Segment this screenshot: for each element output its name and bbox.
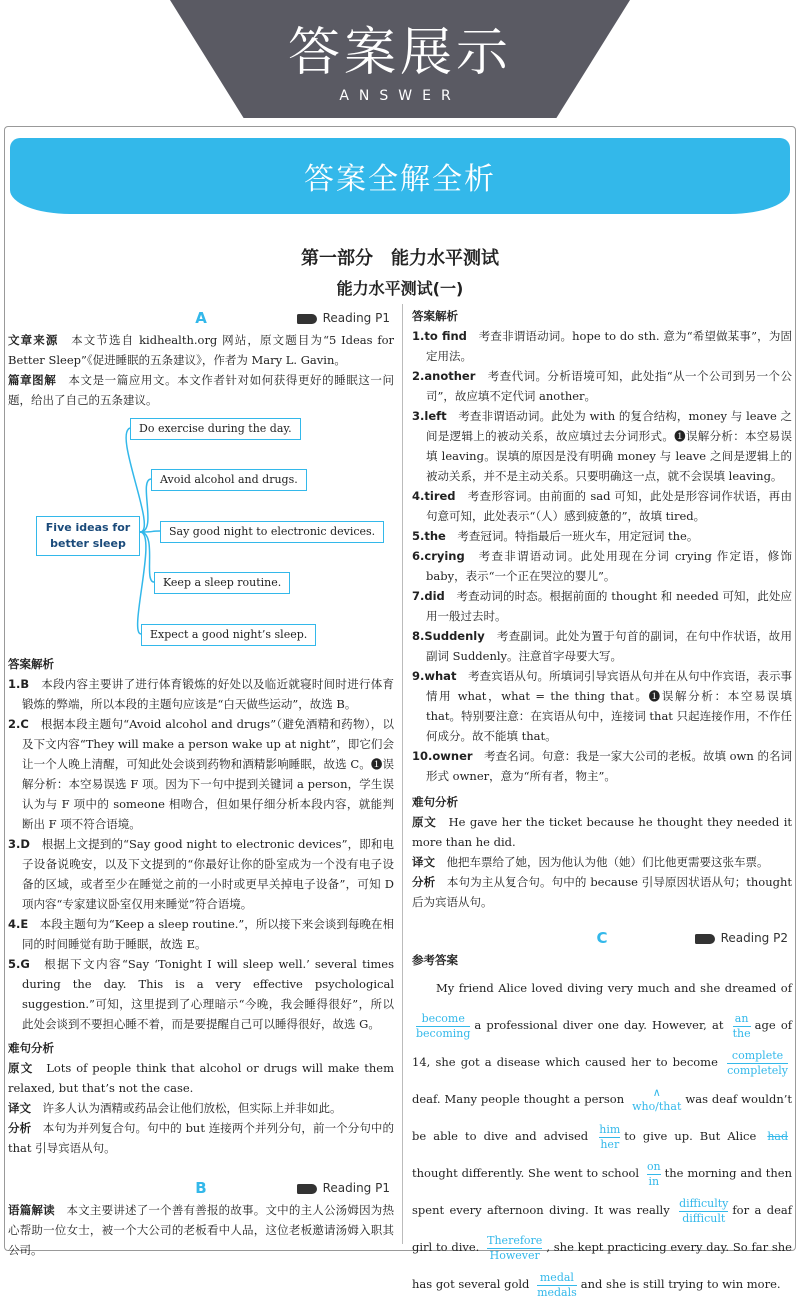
header xyxy=(0,0,800,118)
section-c-header xyxy=(412,926,792,950)
right-column xyxy=(412,306,792,1303)
header-title: 答案展示 xyxy=(287,23,512,83)
header-subtitle: ANSWER xyxy=(339,88,461,104)
answer-item xyxy=(412,666,792,746)
original-sentence xyxy=(8,1058,394,1098)
section-a-letter: A xyxy=(195,309,207,327)
correction-original: difficulty xyxy=(679,1196,729,1210)
correction-original: Therefore xyxy=(487,1233,543,1247)
answer-word: Suddenly xyxy=(424,629,485,643)
answer-word: left xyxy=(424,409,447,423)
answer-text: 本段主题句为“Keep a sleep routine.”，所以接下来会谈到每晚在相同的时间睡觉有助于睡眠，故选 E。 xyxy=(22,917,394,951)
analysis-label: 分析 xyxy=(412,875,436,889)
correction xyxy=(487,1234,542,1263)
banner xyxy=(10,138,790,214)
answer-word: what xyxy=(424,669,457,683)
answer-text: 根据上文提到的“Say good night to electronic devices”，即和电子设备说晚安，以及下文提到的“你最好让你的卧室成为一个没有电子设备的区域，或者至少在睡觉之前的一小时或更早关掉电子设备”，可知 D 项内容“专家建议卧室仅用来睡觉”符合语境。 xyxy=(22,837,394,911)
correction xyxy=(632,1086,681,1114)
answer-number: 6. xyxy=(412,549,425,563)
answer-number: 5. xyxy=(8,957,21,971)
answer-word: crying xyxy=(424,549,465,563)
answer-text: 考查形容词。由前面的 sad 可知，此处是形容词作状语，再由句意可知，此处表示“（人）感到疲惫的”，故填 tired。 xyxy=(426,489,792,523)
correction xyxy=(599,1123,620,1152)
answer-number: 9. xyxy=(412,669,425,683)
translation-text: 许多人认为酒精或药品会让他们放松，但实际上并非如此。 xyxy=(42,1101,342,1115)
correction xyxy=(679,1197,728,1226)
correction xyxy=(767,1130,788,1144)
pointing-hand-icon xyxy=(695,934,715,944)
analysis-heading: 答案解析 xyxy=(8,657,54,671)
answer-item xyxy=(8,714,394,834)
analysis xyxy=(412,872,792,912)
correction-original: an xyxy=(734,1011,749,1025)
answer-text: 考查冠词。特指最后一班火车，用定冠词 the。 xyxy=(457,529,699,543)
essay-text: was deaf wouldn’t be able to dive and advised xyxy=(412,1092,793,1143)
answer-number: 3. xyxy=(412,409,425,423)
answer-text: 考查代词。分析语境可知，此处指“从一个公司到另一个公司”，故应填不定代词 another。 xyxy=(426,369,792,403)
column-divider xyxy=(402,304,403,1244)
analysis-label: 分析 xyxy=(8,1121,32,1135)
passage-summary xyxy=(8,1200,394,1260)
source-label: 文章来源 xyxy=(8,333,59,347)
analysis-text: 本句为主从复合句。句中的 because 引导原因状语从句；thought 后为宾语从句。 xyxy=(412,875,793,909)
answer-number: 4. xyxy=(412,489,425,503)
correction xyxy=(647,1160,661,1189)
source-text: 本文节选自 kidhealth.org 网站，原文题目为“5 Ideas for Better Sleep”《促进睡眠的五条建议》，作者为 Mary L. Gavin。 xyxy=(8,333,395,367)
outline-label: 篇章图解 xyxy=(8,373,57,387)
answer-number: 2. xyxy=(412,369,425,383)
mind-map-item: Say good night to electronic devices. xyxy=(160,521,384,543)
mind-map-root: Five ideas for better sleep xyxy=(36,516,140,556)
correction xyxy=(733,1012,751,1041)
correction-fix: in xyxy=(648,1174,660,1188)
answer-item xyxy=(412,626,792,666)
essay-text: and she is still trying to win more. xyxy=(580,1277,781,1291)
essay-text: age of 14, she got a disease which caused her to become xyxy=(412,1018,792,1069)
section-b-header xyxy=(8,1176,394,1200)
answer-item xyxy=(8,954,394,1034)
answer-number: 4. xyxy=(8,917,21,931)
mind-map-item: Keep a sleep routine. xyxy=(154,572,290,594)
answer-item xyxy=(412,366,792,406)
answer-word: to find xyxy=(424,329,467,343)
answer-letter: B xyxy=(20,677,30,691)
answer-text: 考查非谓语动词。hope to do sth. 意为“希望做某事”，为固定用法。 xyxy=(426,329,792,363)
answer-number: 1. xyxy=(8,677,21,691)
answer-number: 8. xyxy=(412,629,425,643)
answer-number: 1. xyxy=(412,329,425,343)
answer-item xyxy=(412,406,792,486)
correction xyxy=(537,1271,577,1300)
answer-word: the xyxy=(424,529,446,543)
answer-number: 2. xyxy=(8,717,21,731)
answer-item xyxy=(8,834,394,914)
essay-text: , she kept practicing every day. So far she has got several gold xyxy=(412,1240,792,1291)
correction-deleted: had xyxy=(767,1130,789,1143)
part-title: 第一部分 能力水平测试 xyxy=(301,248,499,269)
answer-word: tired xyxy=(424,489,456,503)
answer-item xyxy=(8,914,394,954)
section-a-reading xyxy=(297,308,390,328)
essay-text: for a deaf girl to dive. xyxy=(412,1203,793,1254)
answer-letter: E xyxy=(20,917,29,931)
reading-label: Reading P1 xyxy=(322,1181,390,1195)
reading-label: Reading P2 xyxy=(720,931,788,945)
outline-text: 本文是一篇应用文。本文作者针对如何获得更好的睡眠这一问题，给出了自己的五条建议。 xyxy=(8,373,395,407)
reading-label: Reading P1 xyxy=(322,311,390,325)
translation xyxy=(8,1098,394,1118)
pointing-hand-icon xyxy=(297,1184,317,1194)
section-a-header xyxy=(8,306,394,330)
analysis-heading: 答案解析 xyxy=(412,309,458,323)
corrected-essay xyxy=(412,970,792,1303)
original-text: He gave her the ticket because he thought they needed it more than he did. xyxy=(412,815,793,849)
answer-text: 考查非谓语动词。此处为 with 的复合结构，money 与 leave 之间是逻辑上的被动关系，故应填过去分词形式。❶误解分析：本空易误填 leaving。误填的原因是没有明确 money 与 leave 之间是逻辑上的被动关系，并不是主动关系。只要明确这一点，就不会误填 leaving。 xyxy=(426,409,793,483)
correction-original: complete xyxy=(731,1048,784,1062)
answer-word: another xyxy=(424,369,476,383)
answer-text: 考查非谓语动词。此处用现在分词 crying 作定语，修饰 baby，表示“一个正在哭泣的婴儿”。 xyxy=(426,549,792,583)
correction-original: become xyxy=(421,1011,465,1025)
answer-item xyxy=(8,674,394,714)
section-b-reading xyxy=(297,1178,390,1198)
answer-number: 5. xyxy=(412,529,425,543)
answer-letter: C xyxy=(20,717,29,731)
test-title: 能力水平测试(一) xyxy=(336,279,464,298)
hard-sentence-heading: 难句分析 xyxy=(412,795,458,809)
answer-number: 7. xyxy=(412,589,425,603)
outline-paragraph xyxy=(8,370,394,410)
correction-original: ∧ xyxy=(652,1086,661,1099)
answer-text: 考查名词。句意：我是一家大公司的老板。故填 own 的名词形式 owner，意为“所有者，物主”。 xyxy=(426,749,793,783)
section-b-letter: B xyxy=(195,1179,207,1197)
correction xyxy=(416,1012,470,1041)
section-c-reading xyxy=(695,928,788,948)
answer-word: owner xyxy=(432,749,473,763)
correction-fix: becoming xyxy=(416,1026,471,1040)
essay-text: the morning and then spent every afternoon diving. It was really xyxy=(412,1166,793,1217)
answer-item xyxy=(412,326,792,366)
original-sentence xyxy=(412,812,792,852)
answer-text: 考查动词的时态。根据前面的 thought 和 needed 可知，此处应用一般过去时。 xyxy=(426,589,793,623)
essay-text: a professional diver one day. However, at xyxy=(474,1018,724,1032)
answer-letter: D xyxy=(20,837,30,851)
correction xyxy=(727,1049,788,1078)
answer-text: 考查宾语从句。所填词引导宾语从句并在从句中作宾语，表示事情用 what，what = the thing that。❶误解分析：本空易误填 that。特别要注意：在宾语从句中，连接词 that 只起连接作用，不作任何成分。故不能填 that。 xyxy=(426,669,793,743)
answer-number: 3. xyxy=(8,837,21,851)
reference-heading: 参考答案 xyxy=(412,953,458,967)
original-label: 原文 xyxy=(412,815,437,829)
correction-fix: completely xyxy=(727,1063,789,1077)
correction-fix: difficult xyxy=(679,1211,728,1226)
answer-item xyxy=(412,486,792,526)
answer-item xyxy=(412,526,792,546)
answer-word: did xyxy=(424,589,445,603)
answer-item xyxy=(412,546,792,586)
mind-map xyxy=(8,414,394,650)
pointing-hand-icon xyxy=(297,314,317,324)
section-c-letter: C xyxy=(596,929,608,947)
correction-fix: who/that xyxy=(632,1100,682,1113)
correction-fix: her xyxy=(600,1137,620,1151)
essay-text: deaf. Many people thought a person xyxy=(412,1092,625,1106)
analysis-text: 本句为并列复合句。句中的 but 连接两个并列分句，前一个分句中的 that 引导宾语从句。 xyxy=(8,1121,395,1155)
correction-fix: However xyxy=(487,1248,542,1263)
summary-text: 本文主要讲述了一个善有善报的故事。文中的主人公汤姆因为热心帮助一位女士，被一个大公司的老板看中人品，这位老板邀请汤姆入职其公司。 xyxy=(8,1203,394,1257)
correction-original: on xyxy=(646,1159,661,1173)
translation xyxy=(412,852,792,872)
mind-map-item: Do exercise during the day. xyxy=(130,418,301,440)
answer-letter: G xyxy=(20,957,30,971)
summary-label: 语篇解读 xyxy=(8,1203,55,1217)
answer-text: 本段内容主要讲了进行体育锻炼的好处以及临近就寝时间时进行体育锻炼的弊端，所以本段的主题句应该是“白天做些运动”，故选 B。 xyxy=(22,677,395,711)
correction-fix: the xyxy=(732,1026,751,1040)
answer-text: 考查副词。此处为置于句首的副词，在句中作状语，故用副词 Suddenly。注意首字母要大写。 xyxy=(426,629,793,663)
translation-text: 他把车票给了她，因为他认为他（她）们比他更需要这张车票。 xyxy=(446,855,769,869)
original-text: Lots of people think that alcohol or drugs will make them relaxed, but that’s not the case. xyxy=(8,1061,394,1095)
mind-map-item: Avoid alcohol and drugs. xyxy=(151,469,307,491)
translation-label: 译文 xyxy=(8,1101,31,1115)
left-column xyxy=(8,306,394,1260)
essay-text: to give up. But Alice xyxy=(624,1129,757,1143)
answer-text: 根据本段主题句“Avoid alcohol and drugs”（避免酒精和药物），以及下文内容“They will make a person wake up at night”，即它们会让一个人晚上清醒，可知此处会谈到药物和酒精影响睡眠，故选 C。❶误解分析：本空易误选 F 项。因为下一句中提到关键词 a person，学生误认为与 F 项中的 someone 相吻合，但如果仔细分析本段内容，就能判断出 F 项不符合语境。 xyxy=(22,717,394,831)
correction-original: medal xyxy=(539,1270,574,1284)
answer-item xyxy=(412,746,792,786)
banner-title: 答案全解全析 xyxy=(304,162,496,197)
analysis xyxy=(8,1118,394,1158)
answer-number: 10. xyxy=(412,749,433,763)
answer-item xyxy=(412,586,792,626)
correction-fix: medals xyxy=(537,1285,577,1299)
essay-text: thought differently. She went to school xyxy=(412,1166,640,1180)
mind-map-item: Expect a good night’s sleep. xyxy=(141,624,316,646)
original-label: 原文 xyxy=(8,1061,34,1075)
hard-sentence-heading: 难句分析 xyxy=(8,1041,54,1055)
translation-label: 译文 xyxy=(412,855,435,869)
essay-text: My friend Alice loved diving very much and she dreamed of xyxy=(436,981,792,995)
source-paragraph xyxy=(8,330,394,370)
answer-text: 根据下文内容“Say ‘Tonight I will sleep well.’ several times during the day. This is a very effective psychological suggestion.”可知，这里提到了心理暗示“今晚，我会睡得很好”，所以此处会谈到不要担心睡不着，而是要提醒自己可以睡得很好，故选 G。 xyxy=(22,957,394,1031)
correction-original: him xyxy=(599,1122,621,1136)
